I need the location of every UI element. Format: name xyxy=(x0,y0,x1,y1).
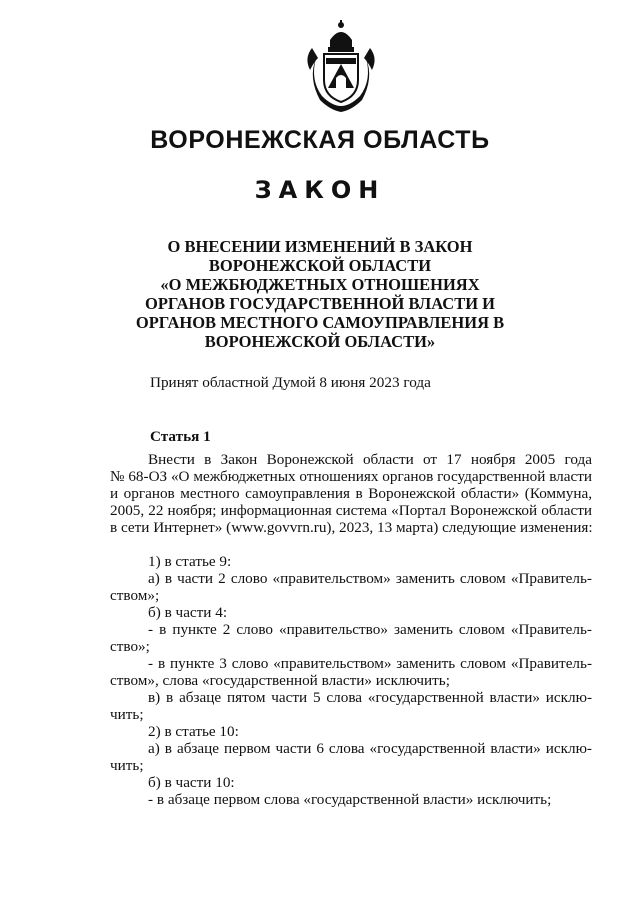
law-title-line-6: ВОРОНЕЖСКОЙ ОБЛАСТИ» xyxy=(204,332,436,351)
article-line: ство»; xyxy=(110,638,150,655)
article-line: - в абзаце первом слова «государственной власти» исключить; xyxy=(148,791,552,808)
article-heading: Статья 1 xyxy=(150,428,211,445)
article-line: чить; xyxy=(110,706,144,723)
law-title-line-4: ОРГАНОВ ГОСУДАРСТВЕННОЙ ВЛАСТИ И xyxy=(144,294,495,313)
article-line: а) в абзаце первом части 6 слова «государственной власти» исклю- xyxy=(148,740,592,757)
document-type: ЗАКОН xyxy=(254,176,386,204)
article-line: в) в абзаце пятом части 5 слова «государственной власти» исклю- xyxy=(148,689,592,706)
article-line: и органов местного самоуправления в Воронежской области» (Коммуна, xyxy=(110,485,592,502)
article-line: 1) в статье 9: xyxy=(148,553,232,570)
article-line: в сети Интернет» (www.govvrn.ru), 2023, 13 марта) следующие изменения: xyxy=(110,519,593,536)
region-name: ВОРОНЕЖСКАЯ ОБЛАСТЬ xyxy=(150,126,490,154)
article-line: ством», слова «государственной власти» исключить; xyxy=(110,672,450,689)
article-line: Внести в Закон Воронежской области от 17 ноября 2005 года xyxy=(148,451,592,468)
law-title-line-5: ОРГАНОВ МЕСТНОГО САМОУПРАВЛЕНИЯ В xyxy=(135,313,505,332)
law-title-line-1: О ВНЕСЕНИИ ИЗМЕНЕНИЙ В ЗАКОН xyxy=(167,237,473,256)
article-line: а) в части 2 слово «правительством» заменить словом «Правитель- xyxy=(148,570,592,587)
article-line: чить; xyxy=(110,757,144,774)
voronezh-coat-of-arms-icon xyxy=(302,18,380,114)
article-line: б) в части 10: xyxy=(148,774,235,791)
article-line: - в пункте 3 слово «правительством» заменить словом «Правитель- xyxy=(148,655,592,672)
article-line: 2) в статье 10: xyxy=(148,723,239,740)
article-line: - в пункте 2 слово «правительство» заменить словом «Правитель- xyxy=(148,621,592,638)
law-title-line-2: ВОРОНЕЖСКОЙ ОБЛАСТИ xyxy=(208,256,432,275)
adoption-note: Принят областной Думой 8 июня 2023 года xyxy=(150,374,431,391)
article-line: ством»; xyxy=(110,587,160,604)
law-title-line-3: «О МЕЖБЮДЖЕТНЫХ ОТНОШЕНИЯХ xyxy=(160,275,480,294)
article-line: № 68-ОЗ «О межбюджетных отношениях органов государственной власти xyxy=(110,468,592,485)
article-line: б) в части 4: xyxy=(148,604,228,621)
article-line: 2005, 22 ноября; информационная система «Портал Воронежской области xyxy=(110,502,592,519)
